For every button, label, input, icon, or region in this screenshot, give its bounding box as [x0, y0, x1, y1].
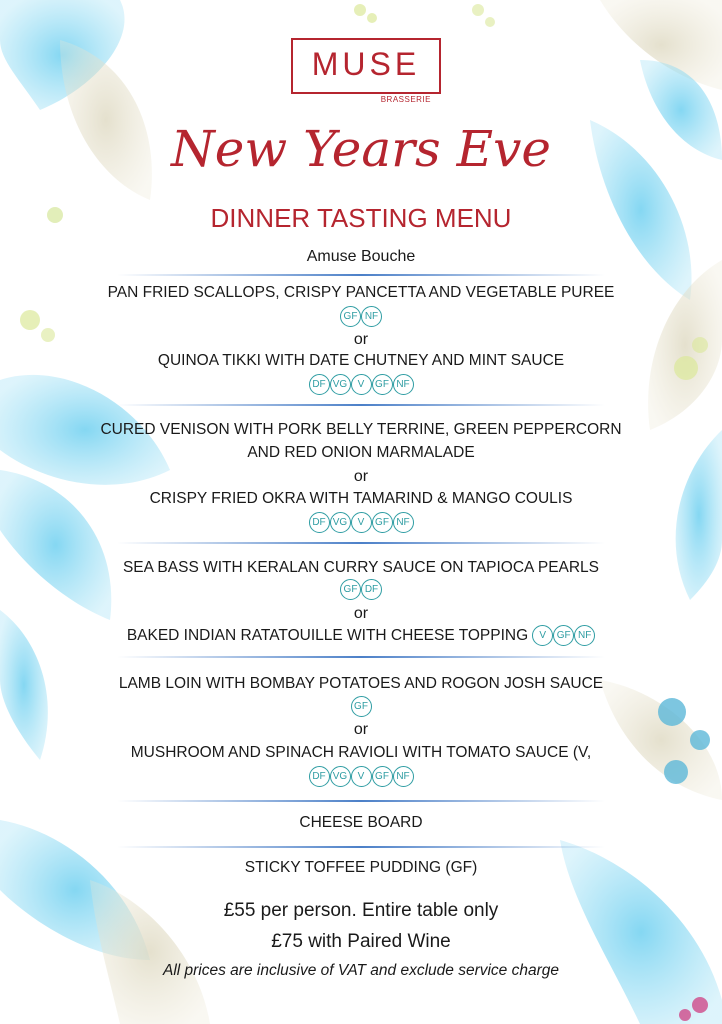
dietary-badge: V: [351, 766, 372, 787]
course4-badges-b: [80, 766, 642, 788]
dietary-badge: NF: [574, 625, 595, 646]
divider: [117, 404, 605, 406]
course3-dish-b-row: [80, 625, 642, 647]
divider: [117, 274, 605, 276]
dietary-badge: DF: [309, 512, 330, 533]
logo-wordmark: MUSE: [311, 46, 421, 82]
dietary-badge: V: [532, 625, 553, 646]
course2-dish-a-line2: AND RED ONION MARMALADE: [247, 444, 475, 461]
dietary-badge: GF: [340, 579, 361, 600]
dietary-badge: NF: [393, 374, 414, 395]
price-per-person: £55 per person. Entire table only: [223, 900, 499, 921]
course4-dish-a: LAMB LOIN WITH BOMBAY POTATOES AND ROGON JOSH SAUCE: [118, 675, 604, 692]
dietary-badge: V: [351, 374, 372, 395]
dietary-badge: GF: [372, 766, 393, 787]
dietary-badge: VG: [330, 766, 351, 787]
menu-subtitle: DINNER TASTING MENU: [210, 203, 512, 233]
course3-badges-b: [532, 625, 595, 646]
dietary-badge: GF: [372, 374, 393, 395]
course3-dish-a: SEA BASS WITH KERALAN CURRY SAUCE ON TAPIOCA PEARLS: [122, 559, 600, 576]
price-paired-wine: £75 with Paired Wine: [271, 931, 451, 952]
pricing-footnote: All prices are inclusive of VAT and exclude service charge: [162, 962, 559, 979]
divider: [117, 846, 605, 848]
dietary-badge: VG: [330, 512, 351, 533]
or-separator: or: [353, 605, 369, 622]
course4-badges-a: [80, 696, 642, 718]
logo-subtext: BRASSERIE: [380, 95, 431, 104]
or-separator: or: [353, 468, 369, 485]
course1-dish-b: QUINOA TIKKI WITH DATE CHUTNEY AND MINT SAUCE: [157, 352, 565, 369]
amuse-bouche: Amuse Bouche: [306, 248, 416, 265]
divider: [117, 656, 605, 658]
dietary-badge: GF: [351, 696, 372, 717]
divider: [117, 542, 605, 544]
top-berries: [354, 4, 495, 27]
dietary-badge: DF: [309, 766, 330, 787]
course2-dish-b: CRISPY FRIED OKRA WITH TAMARIND & MANGO COULIS: [149, 490, 573, 507]
course4-dish-b: MUSHROOM AND SPINACH RAVIOLI WITH TOMATO SAUCE (V,: [130, 744, 592, 761]
course3-dish-b: BAKED INDIAN RATATOUILLE WITH CHEESE TOPPING: [126, 627, 529, 644]
dietary-badge: DF: [361, 579, 382, 600]
course2-badges-b: [80, 512, 642, 534]
course2-dish-a-line1: CURED VENISON WITH PORK BELLY TERRINE, GREEN PEPPERCORN: [100, 421, 622, 438]
or-separator: or: [353, 331, 369, 348]
dietary-badge: GF: [553, 625, 574, 646]
muse-brasserie-logo: [291, 38, 441, 104]
or-separator: or: [353, 721, 369, 738]
dessert: STICKY TOFFEE PUDDING (GF): [244, 859, 478, 876]
dietary-badge: VG: [330, 374, 351, 395]
dietary-badge: GF: [372, 512, 393, 533]
dietary-badge: NF: [393, 766, 414, 787]
course1-badges-a: [80, 306, 642, 328]
dietary-badge: GF: [340, 306, 361, 327]
dietary-badge: NF: [393, 512, 414, 533]
dietary-badge: DF: [309, 374, 330, 395]
course1-dish-a: PAN FRIED SCALLOPS, CRISPY PANCETTA AND VEGETABLE PUREE: [107, 284, 615, 301]
course1-badges-b: [80, 374, 642, 396]
dietary-badge: NF: [361, 306, 382, 327]
cheese-board: CHEESE BOARD: [299, 814, 423, 831]
dietary-badge: V: [351, 512, 372, 533]
new-years-eve-title: New Years Eve: [171, 120, 551, 178]
divider: [117, 800, 605, 802]
course3-badges-a: [80, 579, 642, 601]
